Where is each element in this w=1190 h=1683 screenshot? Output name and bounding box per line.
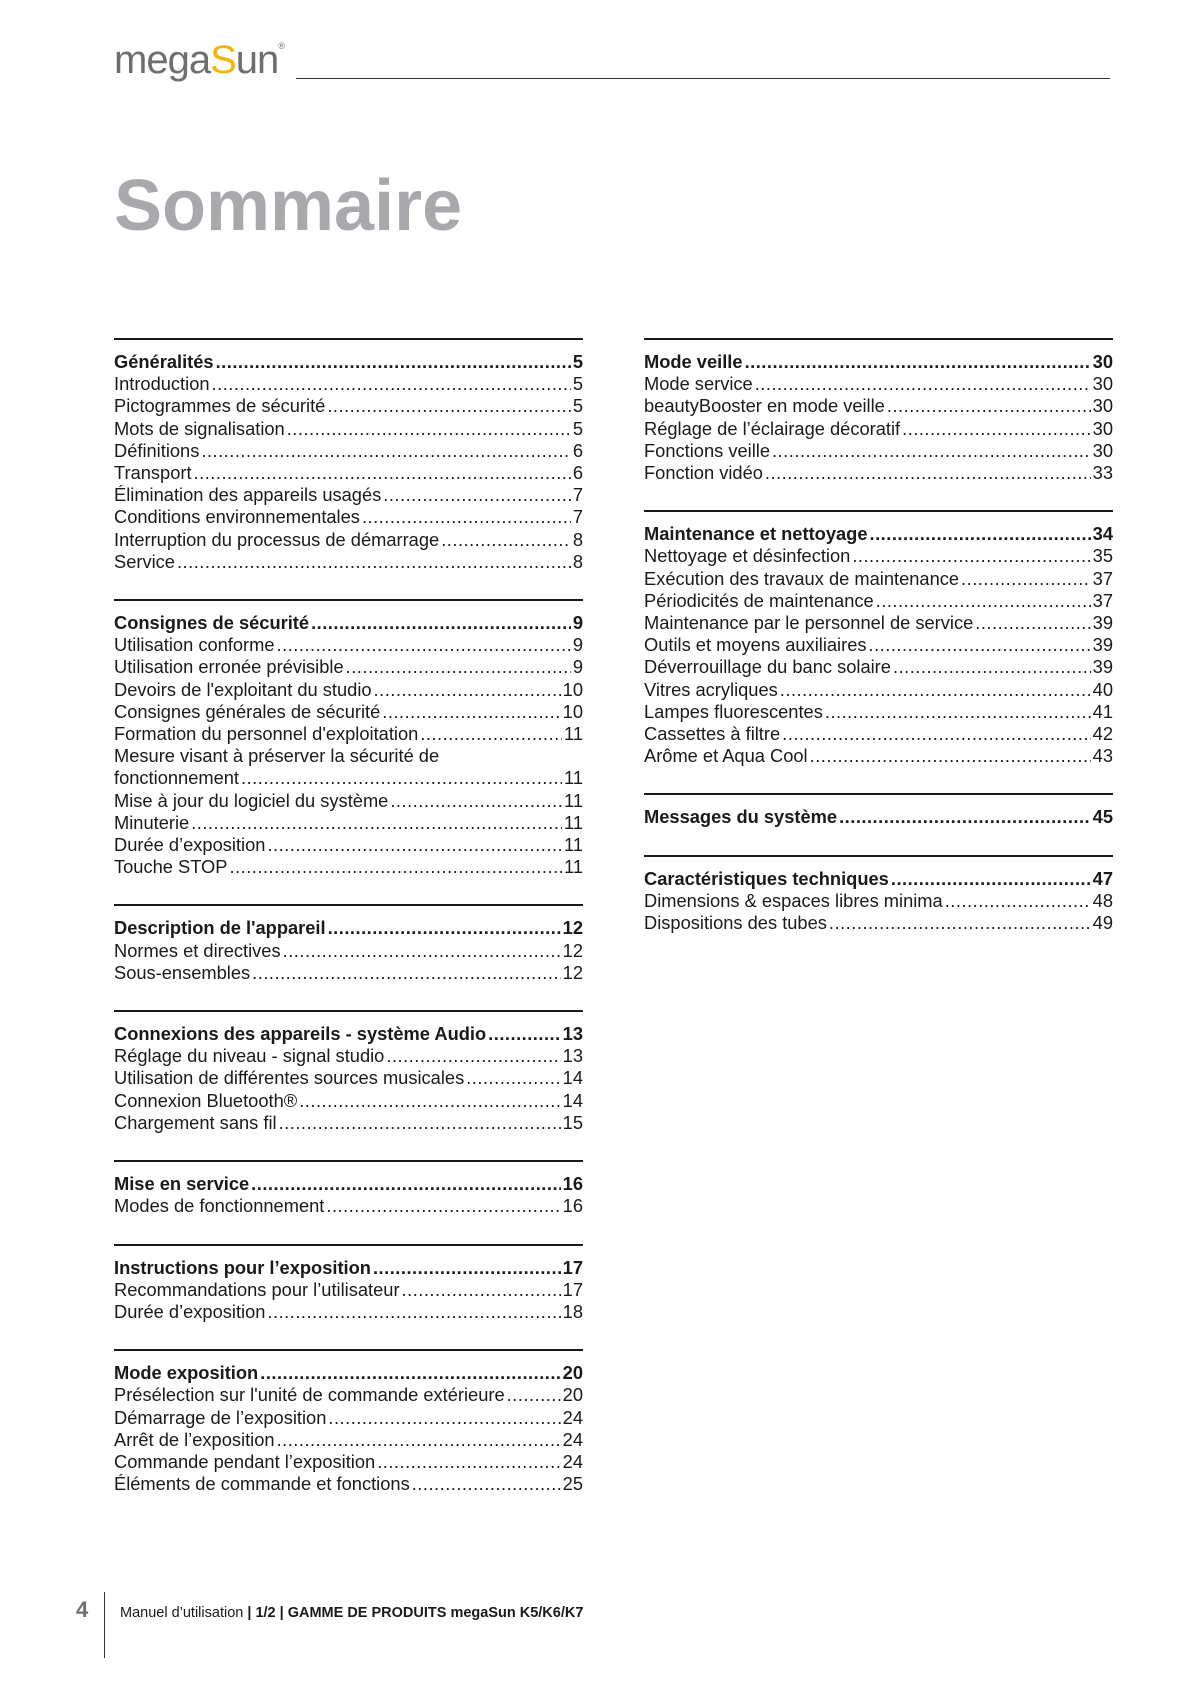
page-ref: 11 — [564, 811, 583, 833]
toc-column-right — [644, 338, 1113, 960]
entry-label: Utilisation conforme — [114, 634, 275, 656]
toc-entry[interactable] — [644, 590, 1113, 612]
toc-section — [114, 1349, 583, 1495]
toc-section — [644, 338, 1113, 484]
dot-leader — [765, 462, 1091, 484]
toc-entry[interactable] — [114, 1067, 583, 1089]
entry-label: Démarrage de l’exposition — [114, 1406, 327, 1428]
dot-leader — [377, 1451, 560, 1473]
toc-section-heading[interactable] — [114, 351, 583, 373]
entry-label: Formation du personnel d'exploitation — [114, 723, 419, 745]
toc-entry[interactable] — [114, 1407, 583, 1429]
entry-label: Interruption du processus de démarrage — [114, 528, 440, 550]
footer-divider — [104, 1592, 105, 1658]
dot-leader — [412, 1473, 561, 1495]
toc-section — [114, 599, 583, 878]
toc-entry[interactable] — [644, 418, 1113, 440]
dot-leader — [201, 440, 570, 462]
toc-section-heading[interactable] — [114, 1362, 583, 1384]
page-ref: 20 — [562, 1362, 583, 1384]
entry-label: beautyBooster en mode veille — [644, 395, 885, 417]
page-ref: 24 — [562, 1428, 583, 1450]
entry-label: Présélection sur l'unité de commande extérieure — [114, 1384, 505, 1406]
toc-entry[interactable] — [114, 834, 583, 856]
toc-entry-line[interactable] — [114, 745, 583, 767]
toc-entry[interactable] — [114, 373, 583, 395]
entry-label: Touche STOP — [114, 856, 228, 878]
dot-leader — [279, 1112, 561, 1134]
toc-section — [114, 1010, 583, 1134]
entry-label: Introduction — [114, 373, 210, 395]
entry-label: Outils et moyens auxiliaires — [644, 634, 867, 656]
toc-entry[interactable] — [644, 568, 1113, 590]
toc-entry[interactable] — [114, 1473, 583, 1495]
page-ref: 42 — [1092, 723, 1113, 745]
dot-leader — [283, 940, 561, 962]
entry-label: Devoirs de l'exploitant du studio — [114, 678, 372, 700]
dot-leader — [277, 634, 571, 656]
dot-leader — [251, 1173, 560, 1195]
page-ref: 11 — [564, 856, 583, 878]
dot-leader — [772, 440, 1091, 462]
entry-label: fonctionnement — [114, 767, 240, 789]
dot-leader — [216, 351, 571, 373]
dot-leader — [420, 723, 562, 745]
dot-leader — [810, 745, 1091, 767]
dot-leader — [390, 790, 562, 812]
section-title: Description de l'appareil — [114, 917, 326, 939]
entry-label: Périodicités de maintenance — [644, 589, 874, 611]
dot-leader — [466, 1067, 560, 1089]
dot-leader — [869, 634, 1091, 656]
page-ref: 37 — [1092, 589, 1113, 611]
toc-entry[interactable] — [114, 790, 583, 812]
dot-leader — [382, 701, 560, 723]
toc-entry[interactable] — [114, 767, 583, 789]
dot-leader — [287, 418, 571, 440]
toc-entry[interactable] — [644, 701, 1113, 723]
dot-leader — [488, 1023, 560, 1045]
entry-label: Déverrouillage du banc solaire — [644, 656, 891, 678]
section-title: Connexions des appareils - système Audio — [114, 1023, 487, 1045]
page-ref: 30 — [1092, 373, 1113, 395]
toc-entry[interactable] — [114, 395, 583, 417]
entry-label: Arôme et Aqua Cool — [644, 745, 808, 767]
section-title: Consignes de sécurité — [114, 612, 310, 634]
section-title: Mise en service — [114, 1173, 250, 1195]
toc-entry[interactable] — [644, 612, 1113, 634]
section-title: Messages du système — [644, 806, 838, 828]
dot-leader — [212, 373, 571, 395]
page-ref: 10 — [562, 678, 583, 700]
dot-leader — [870, 523, 1091, 545]
entry-label: Durée d’exposition — [114, 834, 266, 856]
entry-label: Utilisation de différentes sources musicales — [114, 1067, 465, 1089]
page-ref: 30 — [1092, 351, 1113, 372]
toc-entry[interactable] — [644, 679, 1113, 701]
header-rule — [296, 78, 1110, 79]
toc-entry[interactable] — [114, 634, 583, 656]
toc-entry[interactable] — [114, 701, 583, 723]
page-ref: 35 — [1092, 545, 1113, 567]
toc-entry[interactable] — [644, 890, 1113, 912]
dot-leader — [299, 1090, 560, 1112]
page-ref: 8 — [572, 550, 583, 572]
page-ref: 11 — [564, 723, 583, 745]
dot-leader — [825, 701, 1091, 723]
page-ref: 39 — [1092, 612, 1113, 634]
dot-leader — [327, 395, 570, 417]
page-ref: 5 — [572, 417, 583, 439]
toc-entry[interactable] — [644, 545, 1113, 567]
toc-entry[interactable] — [114, 1451, 583, 1473]
entry-label: Cassettes à filtre — [644, 723, 781, 745]
dot-leader — [829, 912, 1091, 934]
page-ref: 20 — [562, 1384, 583, 1406]
entry-label: Minuterie — [114, 811, 190, 833]
dot-leader — [362, 506, 571, 528]
dot-leader — [311, 612, 571, 634]
toc-entry[interactable] — [644, 634, 1113, 656]
dot-leader — [346, 656, 571, 678]
page-ref: 39 — [1092, 634, 1113, 656]
page-ref: 6 — [572, 462, 583, 484]
entry-label: Fonctions veille — [644, 439, 770, 461]
section-title: Instructions pour l’exposition — [114, 1256, 371, 1278]
page-ref: 12 — [562, 939, 583, 961]
page-ref: 17 — [562, 1278, 583, 1300]
toc-entry[interactable] — [644, 373, 1113, 395]
dot-leader — [891, 868, 1091, 890]
toc-entry[interactable] — [114, 940, 583, 962]
dot-leader — [507, 1384, 561, 1406]
page-ref: 48 — [1092, 889, 1113, 911]
page-ref: 30 — [1092, 395, 1113, 417]
dot-leader — [328, 917, 561, 939]
section-title: Mode veille — [644, 351, 743, 372]
dot-leader — [328, 1407, 560, 1429]
entry-label: Recommandations pour l’utilisateur — [114, 1278, 400, 1300]
section-title: Mode exposition — [114, 1362, 259, 1384]
dot-leader — [260, 1362, 560, 1384]
toc-entry[interactable] — [644, 440, 1113, 462]
dot-leader — [383, 484, 571, 506]
dot-leader — [975, 612, 1090, 634]
page-ref: 9 — [572, 634, 583, 656]
entry-label: Dispositions des tubes — [644, 912, 827, 934]
toc-section-heading[interactable] — [644, 351, 1113, 373]
page-ref: 11 — [564, 767, 583, 789]
toc-section-heading[interactable] — [114, 1257, 583, 1279]
page-number: 4 — [76, 1597, 89, 1622]
page-ref: 5 — [572, 373, 583, 395]
page-ref: 13 — [562, 1045, 583, 1067]
toc-entry[interactable] — [114, 1112, 583, 1134]
page-ref: 41 — [1092, 700, 1113, 722]
toc-entry[interactable] — [114, 1429, 583, 1451]
page-ref: 40 — [1092, 678, 1113, 700]
toc-entry[interactable] — [114, 723, 583, 745]
dot-leader — [945, 890, 1091, 912]
toc-column-left — [114, 338, 583, 1521]
page-ref: 24 — [562, 1450, 583, 1472]
page-ref: 30 — [1092, 439, 1113, 461]
dot-leader — [277, 1429, 561, 1451]
entry-label: Normes et directives — [114, 939, 281, 961]
dot-leader — [780, 679, 1091, 701]
entry-label: Pictogrammes de sécurité — [114, 395, 326, 417]
toc-entry[interactable] — [114, 462, 583, 484]
brand-logo: megaSun® — [114, 38, 285, 82]
page-ref: 5 — [572, 395, 583, 417]
entry-label: Modes de fonctionnement — [114, 1195, 325, 1217]
toc-entry[interactable] — [114, 812, 583, 834]
toc-section — [114, 1244, 583, 1324]
entry-label: Nettoyage et désinfection — [644, 545, 851, 567]
page-ref: 16 — [562, 1195, 583, 1217]
entry-label: Connexion Bluetooth® — [114, 1089, 298, 1111]
toc-entry[interactable] — [114, 962, 583, 984]
entry-label: Fonction vidéo — [644, 462, 763, 484]
dot-leader — [229, 856, 562, 878]
toc-section — [644, 510, 1113, 767]
toc-entry[interactable] — [114, 529, 583, 551]
page-ref: 8 — [572, 528, 583, 550]
toc-entry[interactable] — [114, 1279, 583, 1301]
entry-label: Exécution des travaux de maintenance — [644, 567, 960, 589]
dot-leader — [267, 834, 562, 856]
page-ref: 17 — [562, 1256, 583, 1278]
page-ref: 15 — [562, 1111, 583, 1133]
page-ref: 14 — [562, 1089, 583, 1111]
toc-entry[interactable] — [114, 1090, 583, 1112]
page-ref: 11 — [564, 834, 583, 856]
toc-entry[interactable] — [114, 440, 583, 462]
entry-label: Commande pendant l’exposition — [114, 1450, 376, 1472]
toc-entry[interactable] — [114, 506, 583, 528]
entry-label: Utilisation erronée prévisible — [114, 656, 344, 678]
dot-leader — [177, 551, 571, 573]
dot-leader — [191, 812, 562, 834]
page-ref: 25 — [562, 1473, 583, 1495]
toc-entry[interactable] — [644, 395, 1113, 417]
toc-section — [114, 338, 583, 573]
page-ref: 9 — [572, 656, 583, 678]
page-ref: 12 — [562, 917, 583, 939]
dot-leader — [755, 373, 1091, 395]
entry-label: Transport — [114, 462, 192, 484]
page-ref: 33 — [1092, 462, 1113, 484]
toc-section-heading[interactable] — [644, 523, 1113, 545]
entry-label: Lampes fluorescentes — [644, 700, 823, 722]
entry-label: Arrêt de l’exposition — [114, 1428, 275, 1450]
page-ref: 12 — [562, 961, 583, 983]
toc-section — [644, 793, 1113, 828]
section-title: Généralités — [114, 351, 214, 372]
page-ref: 37 — [1092, 567, 1113, 589]
page-ref: 34 — [1092, 523, 1113, 545]
page-footer — [0, 1592, 1190, 1658]
page-ref: 13 — [562, 1023, 583, 1045]
section-title: Maintenance et nettoyage — [644, 523, 868, 545]
page-ref: 14 — [562, 1067, 583, 1089]
page-ref: 18 — [562, 1300, 583, 1322]
toc-section — [114, 904, 583, 984]
entry-label: Mesure visant à préserver la sécurité de — [114, 745, 440, 767]
entry-label: Éléments de commande et fonctions — [114, 1473, 410, 1495]
page-ref: 43 — [1092, 745, 1113, 767]
entry-label: Chargement sans fil — [114, 1111, 277, 1133]
footer-text: Manuel d’utilisation | 1/2 | GAMME DE PRODUITS megaSun K5/K6/K7 — [120, 1605, 584, 1621]
toc-entry[interactable] — [114, 679, 583, 701]
toc-entry[interactable] — [114, 1384, 583, 1406]
toc-entry[interactable] — [114, 856, 583, 878]
entry-label: Consignes générales de sécurité — [114, 700, 381, 722]
dot-leader — [961, 568, 1091, 590]
entry-label: Définitions — [114, 439, 200, 461]
entry-label: Durée d’exposition — [114, 1300, 266, 1322]
entry-label: Mots de signalisation — [114, 417, 285, 439]
toc-entry[interactable] — [114, 484, 583, 506]
toc-entry[interactable] — [114, 418, 583, 440]
page-ref: 24 — [562, 1406, 583, 1428]
dot-leader — [241, 767, 562, 789]
dot-leader — [745, 351, 1091, 373]
dot-leader — [852, 545, 1090, 567]
page-ref: 7 — [572, 506, 583, 528]
entry-label: Service — [114, 550, 175, 572]
entry-label: Réglage du niveau - signal studio — [114, 1045, 385, 1067]
entry-label: Vitres acryliques — [644, 678, 778, 700]
toc-section — [644, 855, 1113, 935]
page-ref: 16 — [562, 1173, 583, 1195]
dot-leader — [374, 679, 561, 701]
toc-section-heading[interactable] — [644, 806, 1113, 828]
toc-entry[interactable] — [114, 1195, 583, 1217]
entry-label: Mise à jour du logiciel du système — [114, 789, 389, 811]
page-ref: 49 — [1092, 912, 1113, 934]
dot-leader — [373, 1257, 561, 1279]
dot-leader — [402, 1279, 561, 1301]
page-ref: 30 — [1092, 417, 1113, 439]
page-ref: 10 — [562, 700, 583, 722]
dot-leader — [782, 723, 1091, 745]
toc-entry[interactable] — [644, 745, 1113, 767]
toc-section-heading[interactable] — [114, 917, 583, 939]
dot-leader — [876, 590, 1091, 612]
entry-label: Sous-ensembles — [114, 961, 251, 983]
toc-entry[interactable] — [114, 656, 583, 678]
page-ref: 9 — [572, 612, 583, 634]
dot-leader — [386, 1045, 560, 1067]
toc-entry[interactable] — [644, 723, 1113, 745]
page-ref: 7 — [572, 484, 583, 506]
dot-leader — [441, 529, 571, 551]
toc-section-heading[interactable] — [114, 612, 583, 634]
toc-entry[interactable] — [114, 1301, 583, 1323]
page-ref: 39 — [1092, 656, 1113, 678]
toc-section-heading[interactable] — [644, 868, 1113, 890]
entry-label: Conditions environnementales — [114, 506, 360, 528]
section-title: Caractéristiques techniques — [644, 867, 889, 889]
dot-leader — [887, 395, 1091, 417]
dot-leader — [902, 418, 1091, 440]
page-ref: 6 — [572, 439, 583, 461]
toc-entry[interactable] — [644, 912, 1113, 934]
entry-label: Mode service — [644, 373, 753, 395]
entry-label: Dimensions & espaces libres minima — [644, 889, 943, 911]
entry-label: Réglage de l’éclairage décoratif — [644, 417, 901, 439]
entry-label: Maintenance par le personnel de service — [644, 612, 974, 634]
toc-entry[interactable] — [644, 462, 1113, 484]
toc-section-heading[interactable] — [114, 1173, 583, 1195]
entry-label: Élimination des appareils usagés — [114, 484, 382, 506]
toc-entry[interactable] — [114, 1045, 583, 1067]
dot-leader — [326, 1195, 560, 1217]
toc-section-heading[interactable] — [114, 1023, 583, 1045]
dot-leader — [252, 962, 560, 984]
toc-entry[interactable] — [644, 656, 1113, 678]
page-ref: 5 — [572, 351, 583, 372]
dot-leader — [267, 1301, 560, 1323]
page-ref: 45 — [1092, 806, 1113, 828]
page-ref: 11 — [564, 789, 583, 811]
dot-leader — [839, 806, 1091, 828]
page-title: Sommaire — [114, 166, 463, 246]
page-ref: 47 — [1092, 867, 1113, 889]
toc-entry[interactable] — [114, 551, 583, 573]
dot-leader — [893, 656, 1091, 678]
toc-section — [114, 1160, 583, 1217]
dot-leader — [194, 462, 571, 484]
